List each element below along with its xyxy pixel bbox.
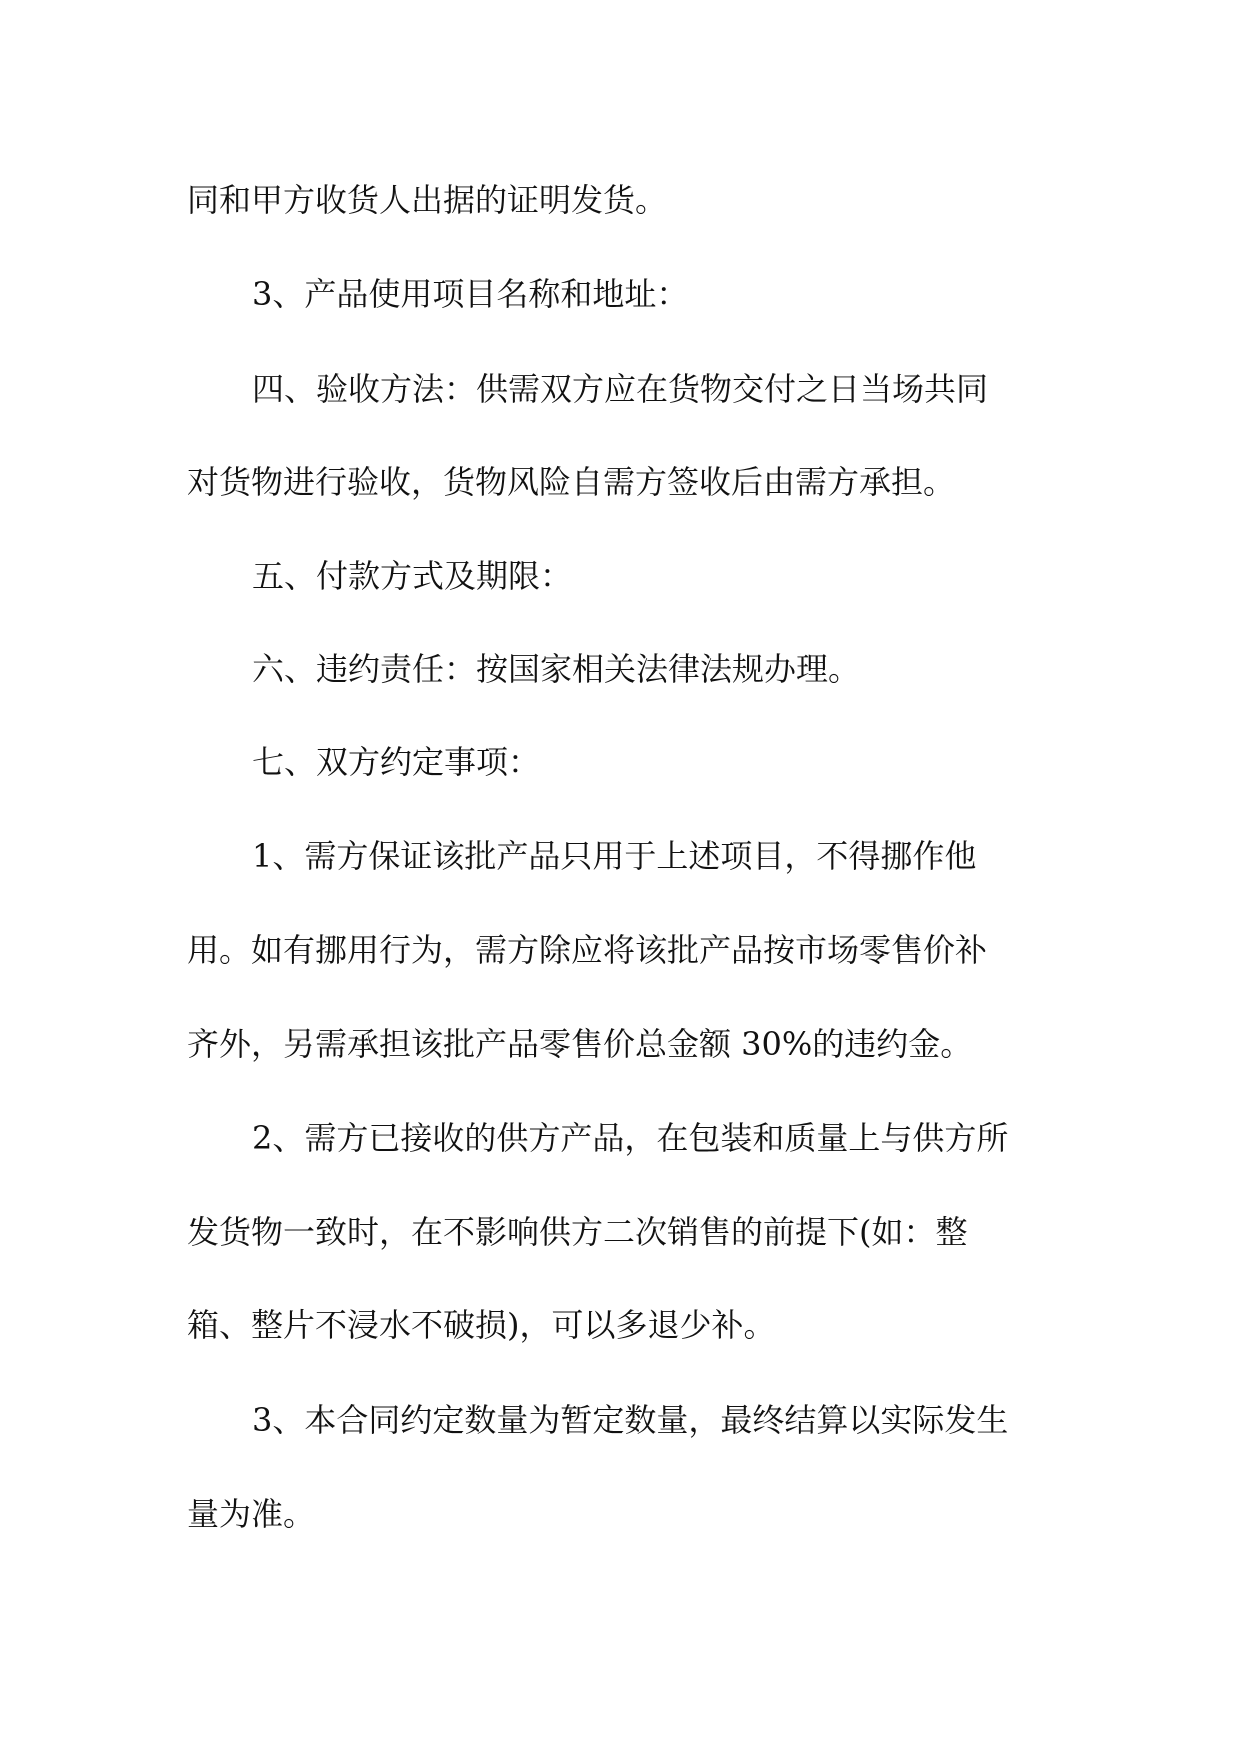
text-line: 五、付款方式及期限： <box>252 557 573 595</box>
text-line: 1、需方保证该批产品只用于上述项目，不得挪作他 <box>252 837 977 875</box>
text-line: 齐外，另需承担该批产品零售价总金额 30%的违约金。 <box>187 1025 973 1063</box>
text-line: 箱、整片不浸水不破损)，可以多退少补。 <box>187 1306 776 1344</box>
text-line: 3、产品使用项目名称和地址： <box>252 275 689 313</box>
text-line: 3、本合同约定数量为暂定数量，最终结算以实际发生 <box>252 1401 1009 1439</box>
text-line: 同和甲方收货人出据的证明发货。 <box>187 181 668 219</box>
text-line: 六、违约责任：按国家相关法律法规办理。 <box>252 650 861 688</box>
text-line: 量为准。 <box>187 1495 316 1533</box>
text-line: 七、双方约定事项： <box>252 743 541 781</box>
text-line: 2、需方已接收的供方产品，在包装和质量上与供方所 <box>252 1119 1009 1157</box>
text-line: 四、验收方法：供需双方应在货物交付之日当场共同 <box>252 370 989 408</box>
text-line: 发货物一致时，在不影响供方二次销售的前提下(如：整 <box>187 1213 968 1251</box>
text-line: 对货物进行验收，货物风险自需方签收后由需方承担。 <box>187 463 956 501</box>
text-line: 用。如有挪用行为，需方除应将该批产品按市场零售价补 <box>187 931 988 969</box>
